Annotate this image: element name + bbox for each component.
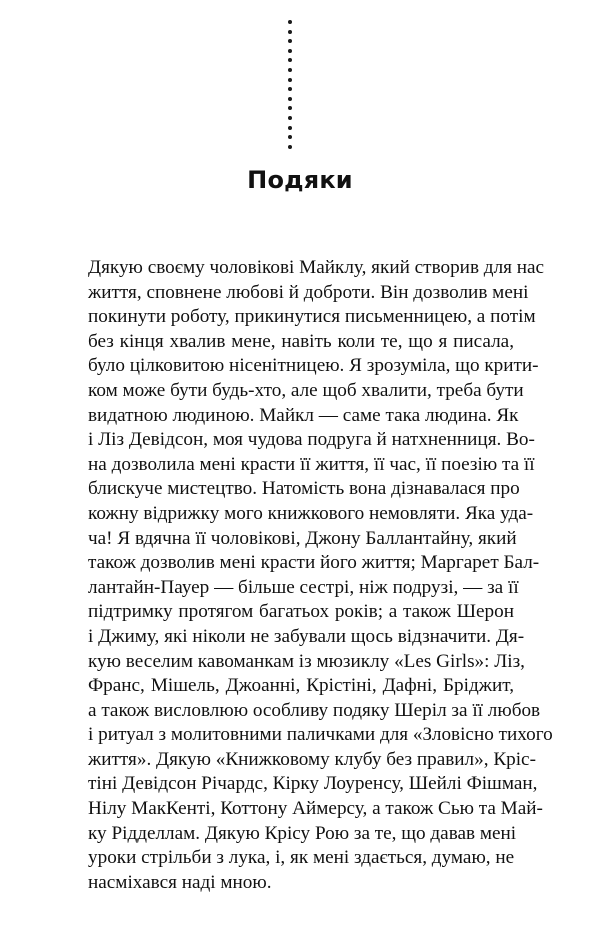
dot [288, 39, 292, 43]
text-line: блискуче мистецтво. Натомість вона дізнавалася про [88, 478, 520, 500]
text-line: ку Рідделлам. Дякую Крісу Рою за те, що давав мені [88, 822, 517, 844]
dot [288, 135, 292, 139]
dot [288, 30, 292, 34]
text-line: також дозволив мені красти його життя; Маргарет Бал- [88, 552, 540, 574]
dot [288, 126, 292, 130]
text-line: було цілковитою нісенітницею. Я зрозуміла, що крити- [88, 355, 539, 377]
text-line: життя». Дякую «Книжковому клубу без правил», Кріс- [88, 748, 536, 770]
dot [288, 106, 292, 110]
dot [288, 20, 292, 24]
text-line: і Джиму, які ніколи не забували щось відзначити. Дя- [88, 625, 525, 647]
acknowledgements-paragraph [88, 256, 553, 895]
dot [288, 97, 292, 101]
text-line: лантайн-Пауер — більше сестрі, ніж подрузі, — за її [88, 576, 519, 598]
text-line: без кінця хвалив мене, навіть коли те, що я писала, [88, 330, 514, 352]
text-line: видатною людиною. Майкл — саме така людина. Як [88, 404, 519, 426]
text-line: ча! Я вдячна її чоловікові, Джону Баллантайну, який [88, 527, 517, 549]
dot [288, 78, 292, 82]
text-line: уроки стрільби з лука, і, як мені здається, думаю, не [88, 847, 515, 869]
text-line: кую веселим кавоманкам із мюзиклу «Les Girls»: Ліз, [88, 650, 525, 672]
text-line: життя, сповнене любові й доброти. Він дозволив мені [88, 281, 529, 303]
text-line: Дякую своєму чоловікові Майклу, який створив для нас [88, 257, 545, 278]
text-line: покинути роботу, прикинутися письменницею, а потім [88, 306, 536, 328]
text-line: тіні Девідсон Річардс, Кірку Лоуренсу, Шейлі Фішман, [88, 773, 538, 795]
dot [288, 58, 292, 62]
page-title: Подяки [247, 166, 353, 194]
text-line: і ритуал з молитовними паличками для «Зловісно тихого [88, 724, 553, 746]
text-line: ком може бути будь-хто, але щоб хвалити, треба бути [88, 379, 524, 401]
text-line: а також висловлюю особливу подяку Шеріл за її любов [88, 699, 541, 721]
dot [288, 116, 292, 120]
text-line: насміхався наді мною. [88, 871, 272, 893]
text-line: кожну відрижку мого книжкового немовляти. Яка уда- [88, 502, 534, 524]
text-line: підтримку протягом багатьох років; а також Шерон [88, 601, 514, 623]
dot [288, 68, 292, 72]
text-line: Нілу МакКенті, Коттону Аймерсу, а також Сью та Май- [88, 798, 543, 820]
text-line: і Ліз Девідсон, моя чудова подруга й натхненниця. Во- [88, 429, 535, 451]
text-line: на дозволила мені красти її життя, її час, її поезію та її [88, 453, 535, 475]
dot [288, 87, 292, 91]
dot [288, 145, 292, 149]
dot [288, 49, 292, 53]
decorative-dotted-line [287, 20, 293, 155]
text-line: Франс, Мішель, Джоанні, Крістіні, Дафні, Бріджит, [88, 675, 514, 697]
